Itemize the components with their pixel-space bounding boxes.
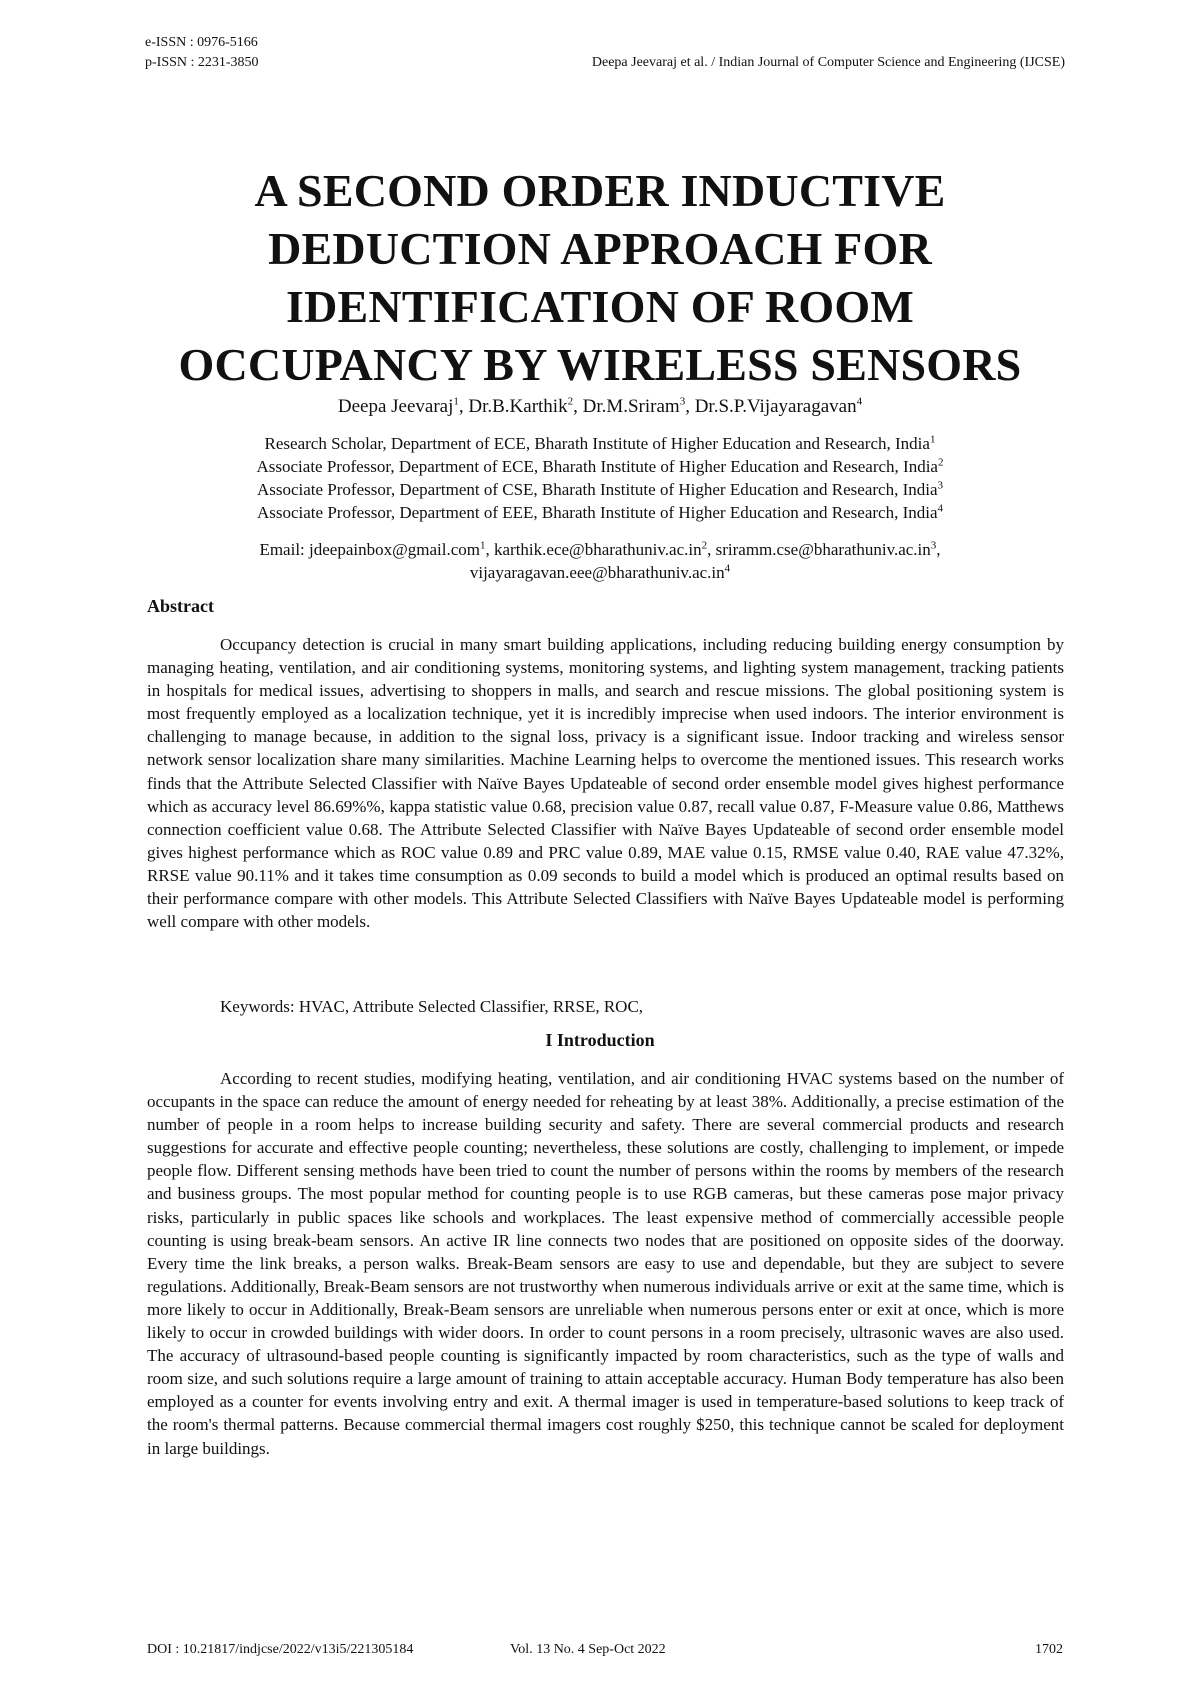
introduction-body: According to recent studies, modifying heating, ventilation, and air conditioning HVAC systems based on the number of occupants in the space can reduce the amount of energy needed for reheating by at least 38%. Additionally, a precise estimation of the number of people in a room helps to increase building security and safety. There are several commercial products and research suggestions for accurate and effective people counting; nevertheless, these solutions are costly, challenging to implement, or impede people flow. Different sensing methods have been tried to count the number of persons within the rooms by members of the research and business groups. The most popular method for counting people is to use RGB cameras, but these cameras pose major privacy risks, particularly in public spaces like schools and workplaces. The least expensive method of commercially accessible people counting is using break-beam sensors. An active IR line connects two nodes that are positioned on opposite sides of the doorway. Every time the link breaks, a person walks. Break-Beam sensors are easy to use and dependable, but they are subject to severe regulations. Additionally, Break-Beam sensors are not trustworthy when numerous individuals arrive or exit at the same time, which is more likely to occur in Additionally, Break-Beam sensors are unreliable when numerous persons enter or exit at once, which is more likely to occur in crowded buildings with wider doors. In order to count persons in a room precisely, ultrasonic waves are also used. The accuracy of ultrasound-based people counting is significantly impacted by room characteristics, such as the type of walls and room size, and such solutions require a large amount of training to attain acceptable accuracy. Human Body temperature has also been employed as a counter for events involving entry and exit. A thermal imager is used in temperature-based solutions to keep track of the room's thermal patterns. Because commercial thermal imagers cost roughly $250, this technique cannot be scaled for deployment in large buildings.	[147, 1069, 1064, 1458]
author-name: Dr.B.Karthik	[468, 396, 568, 417]
affiliation: Associate Professor, Department of CSE, Bharath Institute of Higher Education and Research, India$^3$	[256, 479, 944, 499]
running-head: Deepa Jeevaraj et al. / Indian Journal of Computer Science and Engineering (IJCSE)	[591, 55, 1065, 70]
affiliation: Associate Professor, Department of EEE, Bharath Institute of Higher Education and Research, India$^4$	[256, 502, 944, 522]
keywords: Keywords: HVAC, Attribute Selected Classifier, RRSE, ROC,	[220, 997, 644, 1016]
affiliation-list	[100, 432, 1100, 524]
email-label: Email:	[259, 540, 310, 559]
email-link[interactable]: sriramm.cse@bharathuniv.ac.in	[715, 540, 931, 559]
abstract-body: Occupancy detection is crucial in many smart building applications, including reducing building energy consumption by managing heating, ventilation, and air conditioning systems, monitoring systems, and lighting system management, tracking patients in hospitals for medical issues, advertising to shoppers in malls, and search and rescue missions. The global positioning system is most frequently employed as a localization technique, yet it is incredibly imprecise when used indoors. The interior environment is challenging to manage because, in addition to the signal loss, privacy is a significant issue. Indoor tracking and wireless sensor network sensor localization share many similarities. Machine Learning helps to overcome the mentioned issues. This research works finds that the Attribute Selected Classifier with Naïve Bayes Updateable of second order ensemble model gives highest performance which as accuracy level 86.69%%, kappa statistic value 0.68, precision value 0.87, recall value 0.87, F-Measure value 0.86, Matthews connection coefficient value 0.68. The Attribute Selected Classifier with Naïve Bayes Updateable of second order ensemble model gives highest performance which as ROC value 0.89 and PRC value 0.89, MAE value 0.15, RMSE value 0.40, RAE value 47.32%, RRSE value 90.11% and it takes time consumption as 0.09 seconds to build a model which is produced an optimal results based on their performance compare with other models. This Attribute Selected Classifiers with Naïve Bayes Updateable model is performing well compare with other models.	[147, 635, 1064, 932]
pissn: p-ISSN : 2231-3850	[145, 55, 259, 70]
section-heading-introduction: I Introduction	[545, 1030, 655, 1050]
author-name: Dr.M.Sriram	[582, 396, 680, 417]
author-affiliation-mark: 2	[567, 395, 574, 408]
title-line: DEDUCTION APPROACH FOR	[268, 223, 932, 274]
author-list: Deepa Jeevaraj$^1$, Dr.B.Karthik$^2$, Dr.M.Sriram$^3$, Dr.S.P.Vijayaragavan$^4$	[337, 395, 863, 417]
author-affiliation-mark: 3	[679, 395, 686, 408]
email-link[interactable]: vijayaragavan.eee@bharathuniv.ac.in	[469, 563, 725, 582]
affiliation: Research Scholar, Department of ECE, Bharath Institute of Higher Education and Research, India$^1$	[264, 433, 936, 453]
email-link[interactable]: karthik.ece@bharathuniv.ac.in	[494, 540, 702, 559]
email-link[interactable]: jdeepainbox@gmail.com	[309, 540, 480, 559]
author-affiliation-mark: 1	[453, 395, 459, 408]
issn-block	[145, 33, 259, 73]
eissn: e-ISSN : 0976-5166	[145, 35, 258, 50]
abstract-heading: Abstract	[147, 596, 214, 616]
affiliation: Associate Professor, Department of ECE, Bharath Institute of Higher Education and Research, India$^2$	[256, 456, 944, 476]
volume-info: Vol. 13 No. 4 Sep-Oct 2022	[510, 1642, 666, 1657]
author-name: Deepa Jeevaraj	[337, 396, 454, 417]
title-line: A SECOND ORDER INDUCTIVE	[254, 165, 946, 216]
title-line: OCCUPANCY BY WIRELESS SENSORS	[178, 339, 1022, 390]
page-number: 1702	[1035, 1642, 1063, 1657]
author-name: Dr.S.P.Vijayaragavan	[694, 396, 857, 417]
title-line: IDENTIFICATION OF ROOM	[286, 281, 914, 332]
author-affiliation-mark: 4	[856, 395, 863, 408]
email-list: Email: jdeepainbox@gmail.com$^1$, $karthik.ece@bharathuniv.ac.in^2$, $sriramm.cse@bharathuniv.ac.in^3$, $vijayaragavan.eee@bharathuniv.ac.in^4$	[259, 539, 941, 582]
doi[interactable]: DOI : 10.21817/indjcse/2022/v13i5/221305184	[147, 1642, 414, 1657]
paper-title	[100, 162, 1100, 394]
